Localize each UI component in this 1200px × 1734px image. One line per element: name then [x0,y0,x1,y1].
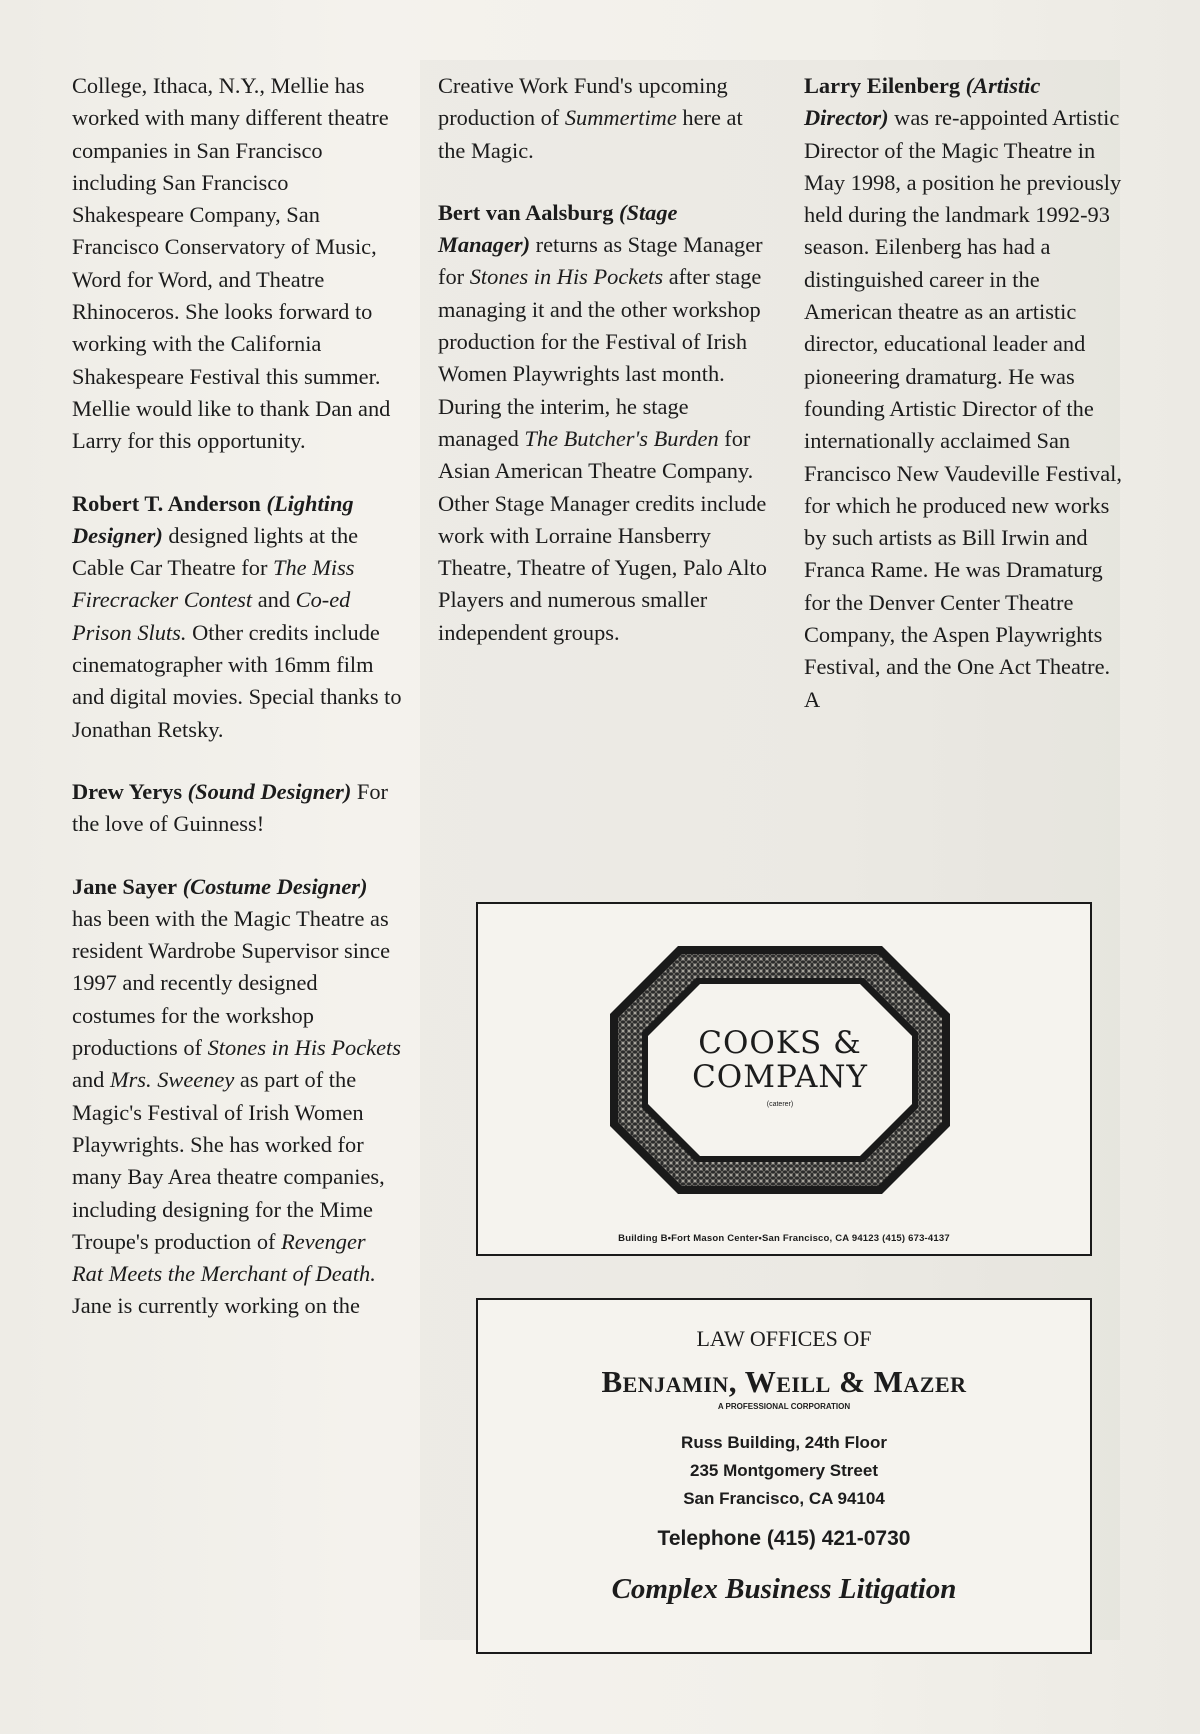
column-middle [438,70,768,679]
bio-role: (Costume Designer) [182,873,368,899]
bio-name: Jane Sayer [72,873,178,899]
bio-role: (Lighting Designer) [72,490,354,548]
column-right [804,70,1124,746]
law-heading: LAW OFFICES OF [696,1326,872,1351]
cooks-logo-subtitle: (caterer) [766,1101,794,1108]
bio-role: (Stage Manager) [438,199,678,258]
bio-mellie-continued: College, Ithaca, N.Y., Mellie has worked with many different theatre companies in San Francisco including San Francisco Shakespeare Company, San Francisco Conservatory of Music, Word for Word, and Theatre Rhinoceros. She looks forward to working with the California Shakespeare Festival this summer. Mellie would like to thank Dan and Larry for this opportunity. [72,73,391,454]
ad-cooks-and-company [476,902,1092,1256]
bio-larry-eilenberg: Larry Eilenberg (Artistic Director) was re-appointed Artistic Director of the Magic Theatre in May 1998, a position he previously held during the landmark 1992-93 season. Eilenberg has had a distinguished career in the American theatre as an artistic director, educational leader and pioneering dramaturg. He was founding Artistic Director of the internationally acclaimed San Francisco New Vaudeville Festival, for which he produced new works by such artists as Bill Irwin and Franca Rame. He was Dramaturg for the Denver Center Theatre Company, the Aspen Playwrights Festival, and the One Act Theatre. A [804,73,1122,712]
cooks-address: Building B•Fort Mason Center•San Francisco, CA 94123 (415) 673-4137 [618,1233,950,1244]
bio-name: Bert van Aalsburg [438,199,614,225]
ad-law-offices [476,1298,1092,1654]
law-subtitle: A PROFESSIONAL CORPORATION [717,1402,851,1411]
law-address: Russ Building, 24th Floor 235 Montgomery Street San Francisco, CA 94104 [681,1433,887,1508]
bio-summertime-continued: Creative Work Fund's upcoming production of Summertime here at the Magic. [438,73,743,163]
law-tagline: Complex Business Litigation [611,1573,957,1605]
bio-bert-van-aalsburg: Bert van Aalsburg (Stage Manager) returns as Stage Manager for Stones in His Pockets after stage managing it and the other workshop production for the Festival of Irish Women Playwrights last month. During the interim, he stage managed The Butcher's Burden for Asian American Theatre Company. Other Stage Manager credits include work with Lorraine Hansberry Theatre, Theatre of Yugen, Palo Alto Players and numerous smaller independent groups. [438,199,767,645]
cooks-logo [608,944,952,1196]
bio-name: Robert T. Anderson [72,490,261,516]
bio-role: (Artistic Director) [804,73,1041,131]
bio-robert-anderson: Robert T. Anderson (Lighting Designer) designed lights at the Cable Car Theatre for The Miss Firecracker Contest and Co-ed Prison Sluts. Other credits include cinematographer with 16mm film and digital movies. Special thanks to Jonathan Retsky. [72,490,402,742]
bio-role: (Sound Designer) [187,778,352,804]
bio-drew-yerys: Drew Yerys (Sound Designer) For the love of Guinness! [72,778,388,837]
bio-name: Drew Yerys [72,778,183,804]
bio-jane-sayer: Jane Sayer (Costume Designer) has been with the Magic Theatre as resident Wardrobe Supervisor since 1997 and recently designed costumes for the workshop productions of Stones in His Pockets and Mrs. Sweeney as part of the Magic's Festival of Irish Women Playwrights. She has worked for many Bay Area theatre companies, including designing for the Mime Troupe's production of Revenger Rat Meets the Merchant of Death. Jane is currently working on the [72,873,401,1319]
bio-name: Larry Eilenberg [804,73,961,98]
cooks-logo-text: COOKS & COMPANY [692,1025,868,1095]
column-left [72,70,402,1353]
law-firm-name: Benjamin, Weill & Mazer [601,1364,967,1399]
law-telephone: Telephone (415) 421-0730 [657,1527,911,1550]
